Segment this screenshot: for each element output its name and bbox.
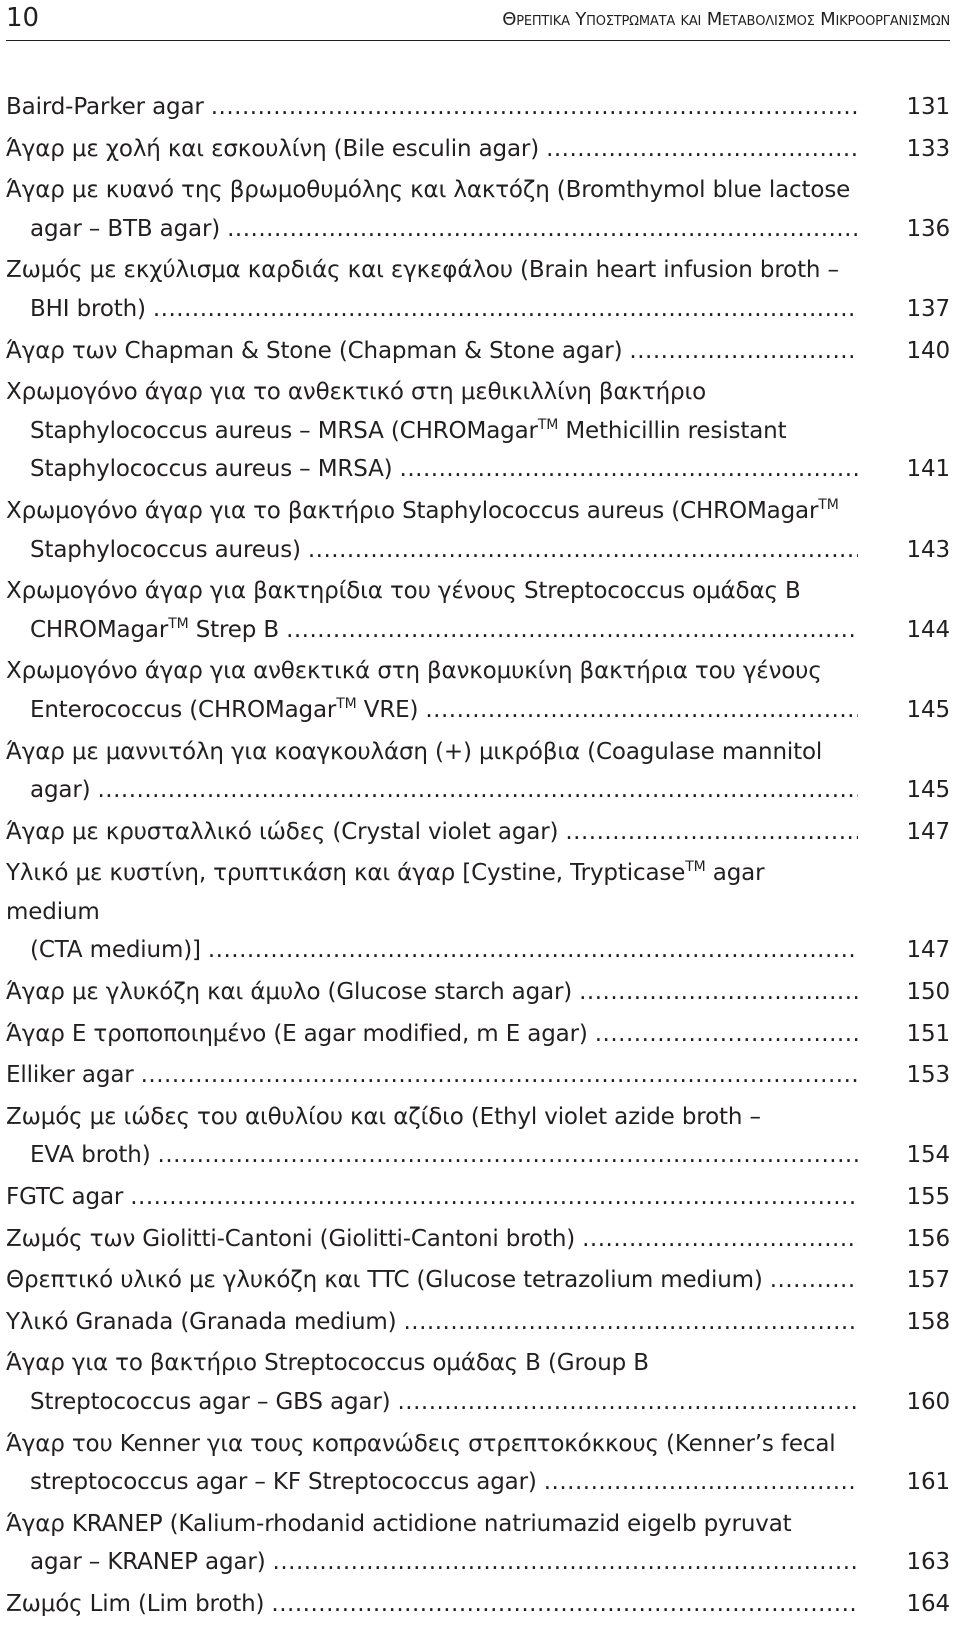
- toc-entry: [6, 1344, 950, 1421]
- toc-page-number: 150: [906, 979, 950, 1006]
- running-title: Θρεπτικα Υποστρωματα και Μεταβολισμος Μικροοργανισμων: [502, 9, 950, 30]
- dot-leader: [273, 1543, 858, 1582]
- dot-leader: [579, 973, 858, 1012]
- toc-entry-title: Άγαρ E τροποποιημένο (E agar modified, m E agar): [6, 1020, 588, 1047]
- toc-page-number: 157: [906, 1267, 950, 1294]
- toc-entry: [6, 854, 950, 970]
- toc-page-number: 145: [906, 696, 950, 723]
- toc-entry-title: Baird-Parker agar: [6, 94, 204, 120]
- toc-page-number: 141: [906, 456, 950, 483]
- toc-page-number: 161: [906, 1469, 950, 1496]
- toc-entry-title: Χρωμογόνο άγαρ για ανθεκτικά στη βανκομυκίνη βακτήρια του γένους: [6, 658, 822, 685]
- toc-page-number: 145: [906, 777, 950, 804]
- toc-page-number: 133: [906, 135, 950, 162]
- toc-entry: [6, 1425, 950, 1502]
- page-number: 10: [6, 3, 40, 33]
- toc-entry: [6, 1015, 950, 1054]
- toc-entry-title-continued: agar): [30, 777, 91, 804]
- toc-entry-title-continued: EVA broth): [30, 1142, 151, 1169]
- toc-entry: [6, 492, 950, 569]
- toc-entry-title-continued: agar – KRANEP agar): [30, 1549, 266, 1576]
- toc-entry: [6, 652, 950, 729]
- toc-entry: [6, 1220, 950, 1259]
- page-header: [6, 0, 950, 41]
- toc-page-number: 143: [906, 536, 950, 563]
- toc-entry: [6, 251, 950, 328]
- toc-entry: [6, 88, 950, 127]
- dot-leader: [286, 611, 858, 650]
- toc-entry-title: Άγαρ με μαννιτόλη για κοαγκουλάση (+) μικρόβια (Coagulase mannitol: [6, 738, 823, 765]
- toc-entry-title: Υλικό με κυστίνη, τρυπτικάση και άγαρ [Cystine, Trypticase™ agar medium: [6, 859, 765, 925]
- toc-page-number: 131: [906, 94, 950, 120]
- toc-entry-title-continued: Staphylococcus aureus): [30, 536, 301, 563]
- toc-entry: [6, 733, 950, 810]
- toc-page-number: 164: [906, 1590, 950, 1617]
- toc-page-number: 147: [906, 818, 950, 845]
- toc-page-number: 153: [906, 1062, 950, 1089]
- dot-leader: [770, 1261, 858, 1300]
- toc-entry-title: FGTC agar: [6, 1184, 124, 1211]
- toc-entry: [6, 1056, 950, 1095]
- toc-entry-title: Άγαρ για το βακτήριο Streptococcus ομάδας B (Group B: [6, 1350, 649, 1377]
- toc-entry: [6, 1585, 950, 1624]
- toc-entry-title: Άγαρ KRANEP (Kalium-rhodanid actidione natriumazid eigelb pyruvat: [6, 1510, 792, 1537]
- toc-entry: [6, 1303, 950, 1342]
- toc-entry-title: Elliker agar: [6, 1062, 134, 1089]
- dot-leader: [397, 1383, 858, 1422]
- dot-leader: [425, 691, 858, 730]
- toc-entry-title: Χρωμογόνο άγαρ για το βακτήριο Staphylococcus aureus (CHROMagar™: [6, 496, 839, 524]
- dot-leader: [400, 450, 858, 489]
- dot-leader: [227, 210, 858, 249]
- dot-leader: [403, 1303, 858, 1342]
- trademark-superscript: TM: [168, 615, 189, 632]
- toc-entry-title: Άγαρ με χολή και εσκουλίνη (Bile esculin agar): [6, 135, 540, 162]
- toc-page-number: 151: [906, 1020, 950, 1047]
- trademark-superscript: TM: [818, 496, 839, 513]
- toc-entry-title-continued: Enterococcus (CHROMagar™ VRE): [30, 695, 419, 723]
- toc-entry-title-continued: (CTA medium)]: [30, 937, 201, 964]
- toc-entry: [6, 1505, 950, 1582]
- toc-page-number: 137: [906, 295, 950, 322]
- toc-entry: [6, 373, 950, 489]
- toc-entry-title: Ζωμός Lim (Lim broth): [6, 1590, 265, 1617]
- dot-leader: [629, 332, 858, 371]
- toc-entry-title-continued: Staphylococcus aureus – MRSA (CHROMagar™ Methicillin resistant: [30, 416, 787, 444]
- dot-leader: [153, 290, 858, 329]
- toc-entry-title: Άγαρ των Chapman & Stone (Chapman & Stone agar): [6, 337, 623, 364]
- trademark-superscript: TM: [685, 859, 706, 876]
- toc-entry: [6, 332, 950, 371]
- dot-leader: [546, 130, 858, 169]
- dot-leader: [582, 1220, 858, 1259]
- toc-entry: [6, 1178, 950, 1217]
- toc-entry: [6, 171, 950, 248]
- toc-entry: [6, 1098, 950, 1175]
- toc-page-number: 144: [906, 616, 950, 643]
- toc-page-number: 154: [906, 1142, 950, 1169]
- dot-leader: [595, 1015, 858, 1054]
- toc-entry-title: Ζωμός των Giolitti-Cantoni (Giolitti-Cantoni broth): [6, 1225, 576, 1252]
- toc-page-number: 163: [906, 1549, 950, 1576]
- dot-leader: [544, 1463, 858, 1502]
- toc-entry: [6, 130, 950, 169]
- dot-leader: [565, 813, 858, 852]
- toc-entry-title-continued: streptococcus agar – KF Streptococcus agar): [30, 1469, 537, 1496]
- toc-entry-title: Χρωμογόνο άγαρ για βακτηρίδια του γένους Streptococcus ομάδας B: [6, 578, 801, 605]
- toc-entry-title: Ζωμός με ιώδες του αιθυλίου και αζίδιο (Ethyl violet azide broth –: [6, 1103, 761, 1130]
- toc-page-number: 156: [906, 1225, 950, 1252]
- dot-leader: [130, 1178, 858, 1217]
- toc-entry: [6, 1261, 950, 1300]
- dot-leader: [141, 1056, 858, 1095]
- toc-entry-title-continued: CHROMagar™ Strep B: [30, 615, 280, 643]
- trademark-superscript: TM: [336, 695, 357, 712]
- dot-leader: [271, 1585, 858, 1624]
- toc-entry: [6, 813, 950, 852]
- dot-leader: [97, 771, 858, 810]
- toc-page-number: 140: [906, 337, 950, 364]
- toc-entry-title: Θρεπτικό υλικό με γλυκόζη και TTC (Glucose tetrazolium medium): [6, 1267, 763, 1294]
- toc-entry-title: Άγαρ με κρυσταλλικό ιώδες (Crystal violet agar): [6, 818, 559, 845]
- toc-entry-title: Χρωμογόνο άγαρ για το ανθεκτικό στη μεθικιλλίνη βακτήριο: [6, 379, 706, 406]
- toc-page-number: 158: [906, 1308, 950, 1335]
- table-of-contents: [6, 88, 950, 1627]
- dot-leader: [158, 1136, 858, 1175]
- toc-page-number: 136: [906, 215, 950, 242]
- dot-leader: [208, 931, 858, 970]
- toc-entry: [6, 973, 950, 1012]
- toc-entry-title-continued: Streptococcus agar – GBS agar): [30, 1389, 391, 1415]
- toc-entry-title-continued: agar – BTB agar): [30, 215, 221, 242]
- toc-entry-title: Υλικό Granada (Granada medium): [6, 1308, 397, 1335]
- dot-leader: [308, 531, 858, 570]
- toc-entry-title-continued: BHI broth): [30, 295, 146, 322]
- toc-entry-title: Ζωμός με εκχύλισμα καρδιάς και εγκεφάλου (Brain heart infusion broth –: [6, 257, 839, 284]
- toc-page-number: 147: [906, 937, 950, 964]
- trademark-superscript: TM: [537, 416, 559, 433]
- toc-entry-title: Άγαρ με κυανό της βρωμοθυμόλης και λακτόζη (Bromthymol blue lactose: [6, 177, 851, 204]
- dot-leader: [211, 88, 858, 127]
- toc-entry-title-continued: Staphylococcus aureus – MRSA): [30, 456, 393, 483]
- toc-entry-title: Άγαρ με γλυκόζη και άμυλο (Glucose starch agar): [6, 979, 573, 1006]
- toc-entry: [6, 572, 950, 649]
- toc-page-number: 160: [906, 1389, 950, 1415]
- toc-page-number: 155: [906, 1184, 950, 1211]
- toc-entry-title: Άγαρ του Kenner για τους κοπρανώδεις στρεπτοκόκκους (Kenner’s fecal: [6, 1430, 836, 1457]
